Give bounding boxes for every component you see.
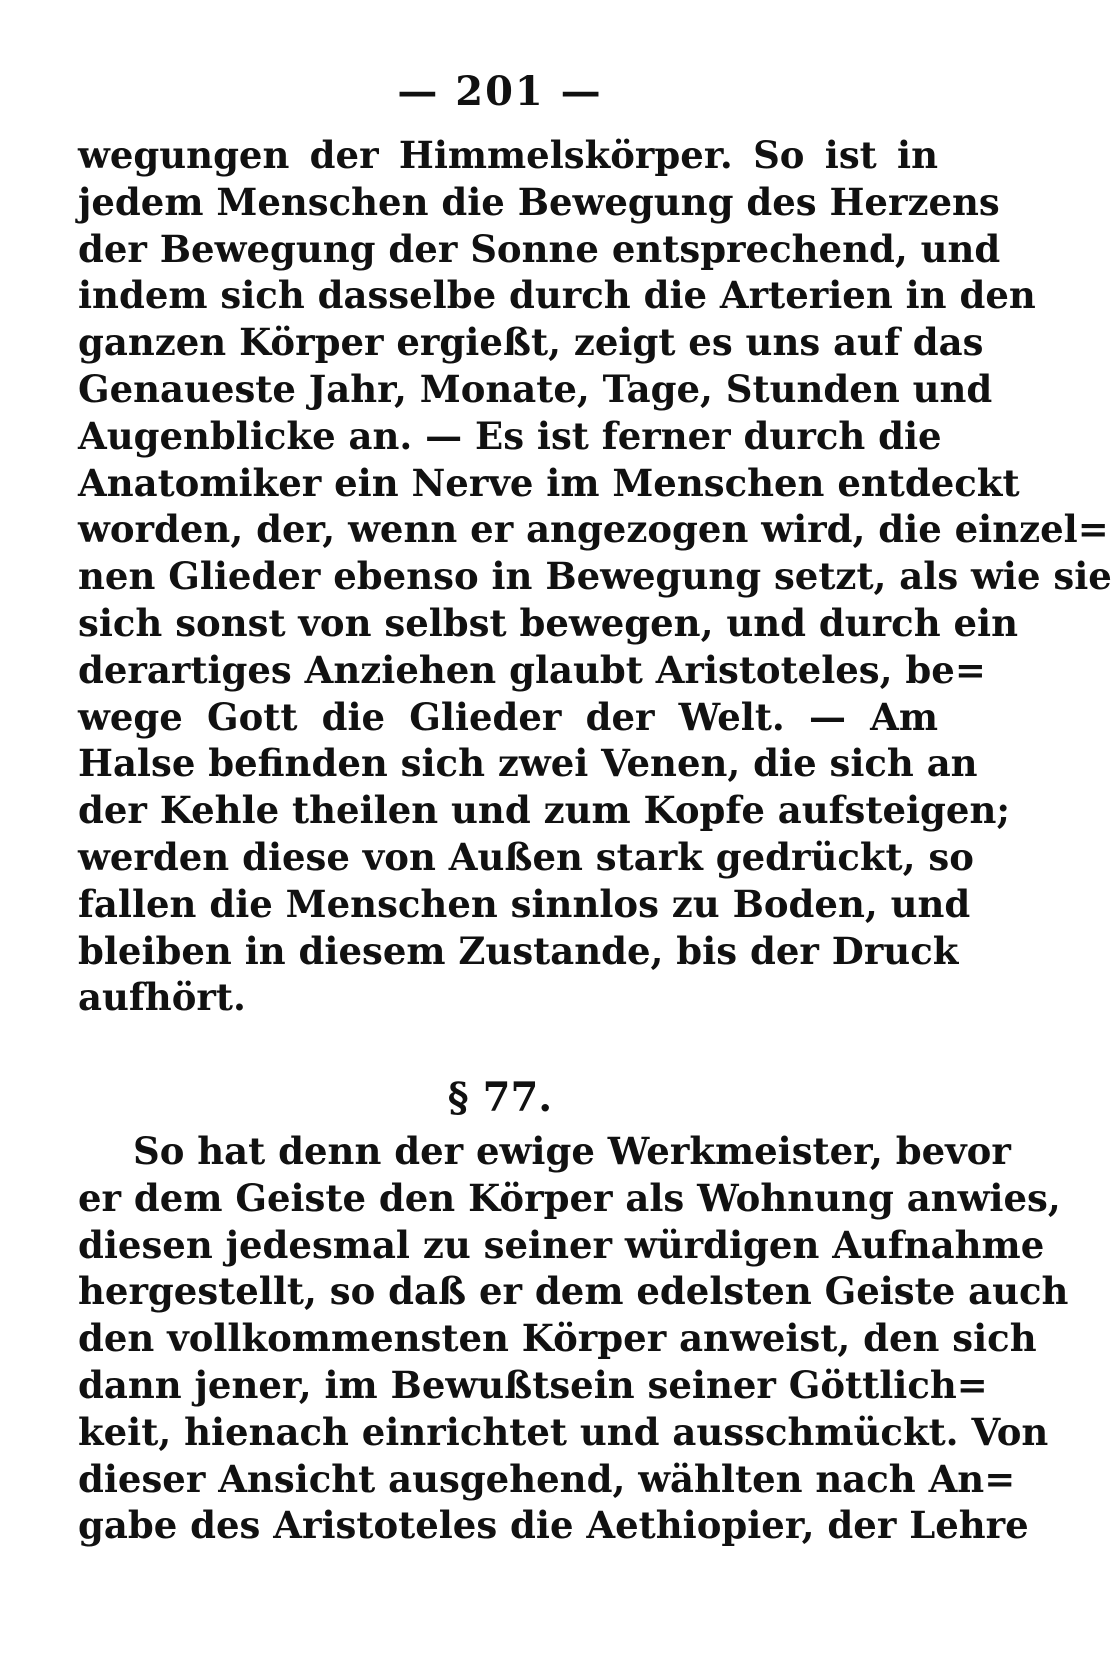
text-line: Anatomiker ein Nerve im Menschen entdeckt — [78, 460, 1020, 505]
paragraph-section-77 — [78, 1128, 1069, 1549]
text-line: der Kehle theilen und zum Kopfe aufsteigen; — [78, 788, 1011, 833]
text-line: er dem Geiste den Körper als Wohnung anwies, — [78, 1175, 1061, 1220]
text-line: dieser Ansicht ausgehend, wählten nach An= — [78, 1456, 1016, 1501]
text-line: hergestellt, so daß er dem edelsten Geiste auch — [78, 1269, 1069, 1314]
page-number: — 201 — — [397, 68, 603, 115]
text-line: derartiges Anziehen glaubt Aristoteles, be= — [78, 647, 986, 692]
text-line: aufhört. — [78, 975, 246, 1020]
text-line: wegungen der Himmelskörper. So ist in — [78, 133, 938, 177]
text-line: Genaueste Jahr, Monate, Tage, Stunden und — [78, 366, 993, 411]
text-line: worden, der, wenn er angezogen wird, die einzel= — [78, 507, 1109, 552]
text-line: wege Gott die Glieder der Welt. — Am — [78, 694, 938, 739]
text-line: indem sich dasselbe durch die Arterien in den — [78, 273, 1036, 318]
text-line: nen Glieder ebenso in Bewegung setzt, als wie sie — [78, 554, 1112, 599]
text-line: den vollkommensten Körper anweist, den sich — [78, 1316, 1037, 1361]
text-line: werden diese von Außen stark gedrückt, so — [78, 834, 974, 879]
text-line: bleiben in diesem Zustande, bis der Druck — [78, 928, 959, 973]
text-line: sich sonst von selbst bewegen, und durch ein — [78, 600, 1018, 645]
text-line: Augenblicke an. — Es ist ferner durch die — [78, 413, 942, 458]
text-line: So hat denn der ewige Werkmeister, bevor — [133, 1129, 1011, 1173]
text-line: jedem Menschen die Bewegung des Herzens — [78, 179, 1000, 224]
text-line: keit, hienach einrichtet und ausschmückt. Von — [78, 1409, 1049, 1454]
text-line: der Bewegung der Sonne entsprechend, und — [78, 226, 1001, 271]
text-line: gabe des Aristoteles die Aethiopier, der Lehre — [78, 1503, 1029, 1548]
text-line: dann jener, im Bewußtsein seiner Göttlich= — [78, 1362, 988, 1407]
text-line: fallen die Menschen sinnlos zu Boden, und — [78, 881, 971, 926]
text-line: diesen jedesmal zu seiner würdigen Aufnahme — [78, 1222, 1045, 1267]
paragraph-continued — [78, 132, 1112, 1021]
text-line: Halse befinden sich zwei Venen, die sich an — [78, 741, 978, 786]
section-heading: § 77. — [447, 1074, 553, 1121]
text-line: ganzen Körper ergießt, zeigt es uns auf das — [78, 320, 984, 365]
